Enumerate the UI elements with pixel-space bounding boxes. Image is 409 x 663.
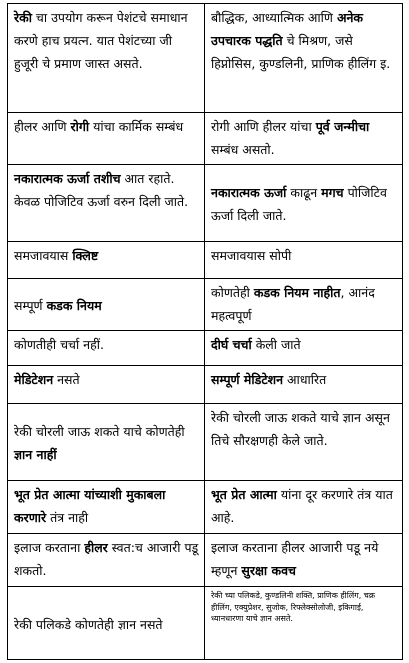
text-run: आधारित (283, 372, 327, 387)
bold-text-run: भूत प्रेत आत्मा यांच्याशी मुकाबला करणारे (14, 487, 166, 525)
table-row (8, 534, 403, 587)
table-cell-left (8, 165, 205, 242)
text-run: इलाज करताना (14, 540, 85, 555)
bold-text-run: कडक नियम (46, 298, 102, 313)
table-row (8, 587, 403, 660)
table-cell-right (205, 279, 403, 331)
table-cell-left (8, 587, 205, 660)
table-cell-right (205, 587, 403, 660)
comparison-table (7, 3, 403, 660)
table-cell-left (8, 404, 205, 481)
bold-text-run: हीलर (84, 540, 108, 555)
bold-text-run: कडक नियम नाहीत (253, 285, 341, 300)
table-row (8, 279, 403, 331)
bold-text-run: अनेक उपचारक पद्धति (211, 10, 364, 48)
table-row (8, 242, 403, 279)
table-row (8, 404, 403, 481)
bold-text-run: ज्ञान नाहीं (14, 447, 57, 462)
text-run: यांचा कार्मिक सम्बंध (89, 119, 184, 134)
text-run: स्वत:च आजारी पडू शकतो. (14, 540, 199, 578)
text-run: कोणतेही (211, 285, 254, 300)
bold-text-run: मगच (321, 185, 344, 200)
table-row (8, 366, 403, 404)
bold-text-run: रेकी (14, 10, 32, 25)
table-cell-right (205, 366, 403, 404)
text-run: सम्बंध असतो. (211, 142, 275, 157)
text-run: समजावयास (14, 248, 73, 263)
text-run: नसते (53, 372, 80, 387)
text-run: , आनंद महत्वपूर्ण (211, 285, 375, 323)
table-row (8, 113, 403, 165)
bold-text-run: नकारात्मक ऊर्जा (211, 185, 287, 200)
bold-text-run: रोगी (70, 119, 90, 134)
table-row (8, 4, 403, 113)
text-run: पोजिटिव ऊर्जा दिली जाते. (211, 185, 387, 223)
bold-text-run: दीर्घ चर्चा (211, 337, 252, 352)
table-cell-right (205, 534, 403, 587)
text-run: समजावयास सोपी (211, 248, 292, 263)
bold-text-run: सम्पूर्ण मेडिटेशन (211, 372, 284, 387)
table-cell-left (8, 242, 205, 279)
text-run: रोगी आणि हीलर यांचा (211, 119, 316, 134)
table-row (8, 331, 403, 366)
text-run: बौद्धिक, आध्यात्मिक आणि (211, 10, 337, 25)
table-cell-left (8, 4, 205, 113)
text-run: केली जाते (251, 337, 301, 352)
text-run: चा उपयोग करून पेशंटचे समाधान करणे हाच प्रयत्न. यात पेशंटच्या जी हुजूरी चे प्रमाण जास्त असते. (14, 10, 188, 71)
text-run: इलाज करताना हीलर आजारी पडू नये म्हणून (211, 540, 379, 578)
bold-text-run: मेडिटेशन (14, 372, 54, 387)
table-row (8, 481, 403, 534)
text-run: हीलर आणि (14, 119, 71, 134)
table-cell-right (205, 165, 403, 242)
table-cell-left (8, 113, 205, 165)
text-run: कोणतीही चर्चा नहीं. (14, 337, 104, 352)
text-run: सम्पूर्ण (14, 298, 47, 313)
table-row (8, 165, 403, 242)
table-cell-left (8, 279, 205, 331)
text-run: आत रहाते. केवळ पोजिटिव ऊर्जा वरुन दिली जाते. (14, 171, 189, 209)
text-run: रेकी च्या पलिकडे, कुण्डलिनी शक्ति, प्राणिक हीलिंग, चक्र हीलिंग, एक्युप्रेशर, सुजोक, रिफ्लेक्सोलोजी, इकिगाई, ध्यानधारणा याचे ज्ञान असते. (211, 591, 376, 623)
text-run: रेकी पलिकडे कोणतेही ज्ञान नसते (14, 616, 163, 632)
bold-text-run: पूर्व जन्मीचा (315, 119, 370, 134)
text-run: काढून (286, 185, 322, 200)
table-cell-left (8, 534, 205, 587)
table-cell-right (205, 242, 403, 279)
table-cell-right (205, 331, 403, 366)
table-cell-right (205, 404, 403, 481)
table-cell-left (8, 331, 205, 366)
text-run: रेकी चोरली जाऊ शकते याचे कोणतेही (14, 424, 185, 439)
bold-text-run: नकारात्मक ऊर्जा तशीच (14, 171, 121, 186)
bold-text-run: भूत प्रेत आत्मा (211, 487, 277, 502)
text-run: चे मिश्रण, जसे हिप्नोसिस, कुण्डलिनी, प्राणिक हीलिंग इ. (211, 33, 391, 71)
table-cell-left (8, 481, 205, 534)
table-cell-right (205, 481, 403, 534)
table-cell-right (205, 113, 403, 165)
text-run: रेकी चोरली जाऊ शकते याचे ज्ञान असून तिचे सौरक्षणही केले जाते. (211, 410, 390, 448)
text-run: यांना दूर करणारे तंत्र यात आहे. (211, 487, 393, 525)
bold-text-run: क्लिष्ट (72, 248, 99, 263)
table-cell-left (8, 366, 205, 404)
table-cell-right (205, 4, 403, 113)
text-run: तंत्र नाही (46, 510, 89, 525)
bold-text-run: सुरक्षा कवच (241, 563, 296, 578)
